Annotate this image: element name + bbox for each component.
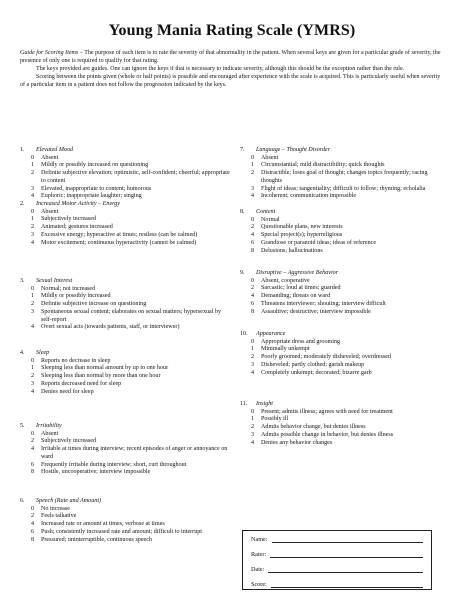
- option-score: 2: [31, 513, 35, 520]
- name-line[interactable]: [272, 536, 424, 543]
- option-text: Admits possible change in behavior, but denies illness: [261, 431, 394, 438]
- item-option: [20, 224, 230, 232]
- option-text: Denies need for sleep: [41, 388, 94, 395]
- date-line[interactable]: [268, 566, 423, 573]
- option-text: Reports no decrease in sleep: [41, 357, 111, 364]
- item-option: [240, 409, 444, 417]
- option-score: 0: [251, 338, 255, 345]
- option-text: Frequently irritable during interview; short, curt throughout: [41, 461, 187, 468]
- option-text: Assaultive; destructive; interview impossible: [261, 308, 371, 315]
- item-number: 6.: [20, 498, 25, 504]
- item-option: [240, 346, 444, 354]
- name-label: Name:: [251, 536, 268, 543]
- option-score: 1: [251, 416, 255, 423]
- option-score: 1: [251, 346, 255, 353]
- option-text: Animated; gestures increased: [41, 224, 113, 231]
- item-option: [20, 358, 230, 366]
- rating-item: [20, 278, 230, 332]
- item-option: [240, 432, 444, 440]
- option-text: Flight of ideas; tangentiality; difficult to follow; rhyming; echolalia: [261, 185, 426, 192]
- option-text: Mildly or possibly increased: [41, 293, 111, 300]
- rating-item: [20, 423, 230, 477]
- item-number: 10.: [240, 331, 248, 337]
- option-score: 2: [31, 224, 35, 231]
- item-heading: [20, 201, 230, 209]
- option-score: 2: [31, 170, 35, 177]
- option-score: 2: [251, 170, 255, 177]
- option-text: Present; admits illness; agrees with need for treatment: [261, 408, 393, 415]
- rating-item: [20, 350, 230, 396]
- option-score: 0: [31, 430, 35, 437]
- option-score: 4: [251, 293, 255, 300]
- rating-item: [20, 498, 230, 544]
- item-option: [20, 216, 230, 224]
- rating-item: [240, 401, 444, 447]
- item-option: [20, 365, 230, 373]
- option-score: 8: [251, 308, 255, 315]
- option-text: Special project(s); hyperreligious: [261, 232, 343, 239]
- option-score: 4: [31, 193, 35, 200]
- item-option: [20, 529, 230, 537]
- item-option: [240, 440, 444, 448]
- option-score: 6: [251, 239, 255, 246]
- option-score: 3: [31, 185, 35, 192]
- option-score: 2: [31, 438, 35, 445]
- item-option: [240, 232, 444, 240]
- item-number: 9.: [240, 270, 245, 276]
- rater-field[interactable]: [251, 551, 423, 558]
- option-text: Reports decreased need for sleep: [41, 380, 122, 387]
- option-score: 4: [31, 521, 35, 528]
- item-option: [20, 309, 230, 324]
- rater-line[interactable]: [270, 551, 423, 558]
- option-score: 8: [31, 536, 35, 543]
- option-score: 3: [31, 308, 35, 315]
- option-text: Excessive energy; hyperactive at times; restless (can be calmed): [41, 231, 198, 238]
- item-option: [20, 162, 230, 170]
- option-text: Mildly or possibly increased on questioning: [41, 162, 149, 169]
- option-text: Subjectively increased: [41, 216, 96, 223]
- option-text: Feels talkative: [41, 513, 77, 520]
- item-heading: [240, 331, 444, 339]
- option-score: 3: [251, 361, 255, 368]
- item-option: [240, 240, 444, 248]
- option-score: 3: [31, 231, 35, 238]
- item-number: 7.: [240, 147, 245, 153]
- item-option: [20, 286, 230, 294]
- option-text: Disheveled; partly clothed; garish makeup: [261, 361, 365, 368]
- item-option: [20, 381, 230, 389]
- option-score: 1: [31, 216, 35, 223]
- item-number: 3.: [20, 278, 25, 284]
- item-option: [20, 513, 230, 521]
- option-score: 2: [251, 424, 255, 431]
- option-text: Absent: [41, 154, 59, 161]
- item-option: [20, 438, 230, 446]
- option-text: Sleeping less than normal by more than one hour: [41, 373, 161, 380]
- option-score: 4: [31, 388, 35, 395]
- item-option: [240, 278, 444, 286]
- guide-paragraph-3: Scoring between the points given (whole or half points) is possible and encouraged after experience with the scale is acquired. This is particularly useful when severity of a particular item in a patient does not follow the progression indicated by the keys.: [20, 73, 441, 88]
- item-number: 11.: [240, 401, 248, 407]
- item-title: Sleep: [36, 350, 50, 356]
- option-score: 0: [31, 285, 35, 292]
- rating-item: [240, 147, 444, 201]
- item-heading: [20, 423, 230, 431]
- rating-item: [20, 147, 230, 201]
- option-text: Push; consistently increased rate and amount; difficult to interrupt: [41, 528, 202, 535]
- item-option: [240, 248, 444, 256]
- option-score: 3: [31, 380, 35, 387]
- item-title: Speech (Rate and Amount): [36, 498, 102, 504]
- score-line[interactable]: [271, 581, 423, 588]
- option-text: Motor excitement; continuous hyperactivity (cannot be calmed): [41, 239, 197, 246]
- option-text: Absent: [41, 208, 59, 215]
- item-option: [20, 537, 230, 545]
- item-option: [240, 354, 444, 362]
- option-text: Normal: [261, 216, 280, 223]
- option-score: 0: [31, 505, 35, 512]
- item-option: [240, 170, 444, 185]
- item-title: Disruptive – Aggressive Behavior: [256, 270, 339, 276]
- item-option: [20, 506, 230, 514]
- item-option: [20, 301, 230, 309]
- item-title: Insight: [256, 401, 273, 407]
- option-score: 0: [31, 154, 35, 161]
- option-score: 4: [251, 439, 255, 446]
- option-text: Possibly ill: [261, 416, 289, 423]
- item-option: [240, 155, 444, 163]
- option-text: Distractible; loses goal of thought; changes topics frequently; racing thoughts: [261, 170, 428, 184]
- item-heading: [240, 401, 444, 409]
- rating-item: [240, 331, 444, 377]
- item-title: Sexual Interest: [36, 278, 73, 284]
- rater-score-box: [242, 530, 432, 590]
- option-text: Definite subjective elevation; optimistic, self-confident; cheerful; appropriate to content: [41, 170, 230, 184]
- item-option: [20, 193, 230, 201]
- score-label: Score:: [251, 581, 267, 588]
- option-score: 8: [251, 247, 255, 254]
- option-text: Grandiose or paranoid ideas; ideas of reference: [261, 239, 377, 246]
- item-title: Increased Motor Activity – Energy: [36, 201, 121, 207]
- item-option: [20, 324, 230, 332]
- option-text: Definite subjective increase on questioning: [41, 301, 147, 308]
- scoring-guide: [20, 50, 444, 90]
- item-option: [240, 186, 444, 194]
- item-option: [20, 155, 230, 163]
- option-text: Admits behavior change, but denies illness: [261, 424, 366, 431]
- item-heading: [240, 209, 444, 217]
- name-field[interactable]: [251, 536, 423, 543]
- item-heading: [240, 147, 444, 155]
- option-score: 1: [31, 162, 35, 169]
- item-option: [240, 339, 444, 347]
- option-text: Hostile, uncooperative; interview impossible: [41, 469, 151, 476]
- rating-item: [240, 270, 444, 316]
- item-option: [240, 362, 444, 370]
- item-option: [240, 224, 444, 232]
- item-option: [20, 186, 230, 194]
- option-text: Overt sexual acts (towards patients, staff, or interviewer): [41, 324, 180, 331]
- item-option: [240, 309, 444, 317]
- option-score: 3: [251, 185, 255, 192]
- option-text: Elevated, inappropriate to content; humorous: [41, 185, 152, 192]
- score-field[interactable]: [251, 581, 423, 588]
- option-score: 0: [251, 154, 255, 161]
- item-title: Language – Thought Disorder: [256, 147, 331, 153]
- option-text: Minimally unkempt: [261, 346, 310, 353]
- item-option: [240, 217, 444, 225]
- option-score: 1: [251, 162, 255, 169]
- item-option: [20, 240, 230, 248]
- page-title: Young Mania Rating Scale (YMRS): [108, 22, 356, 39]
- guide-paragraph-1: [20, 50, 444, 66]
- item-option: [20, 521, 230, 529]
- option-score: 2: [251, 354, 255, 361]
- item-title: Appearance: [256, 331, 286, 337]
- guide-text-1: – The purpose of each item is to rate the severity of that abnormality in the patient. When several keys are given for a particular grade of severity, the presence of only one is required to qualify for that rating.: [20, 50, 441, 64]
- option-score: 4: [251, 193, 255, 200]
- rating-item: [20, 201, 230, 247]
- option-score: 2: [251, 285, 255, 292]
- option-text: Absent: [261, 154, 279, 161]
- option-score: 0: [251, 277, 255, 284]
- item-option: [20, 446, 230, 461]
- item-heading: [240, 270, 444, 278]
- option-score: 1: [31, 293, 35, 300]
- option-score: 6: [251, 300, 255, 307]
- option-score: 0: [31, 208, 35, 215]
- item-title: Content: [256, 209, 276, 215]
- item-option: [20, 293, 230, 301]
- item-heading: [20, 498, 230, 506]
- option-score: 8: [31, 469, 35, 476]
- item-option: [20, 431, 230, 439]
- item-option: [240, 293, 444, 301]
- option-score: 2: [31, 301, 35, 308]
- option-text: Absent: [41, 430, 59, 437]
- item-option: [240, 162, 444, 170]
- option-score: 4: [31, 446, 35, 453]
- option-score: 4: [31, 324, 35, 331]
- option-text: Absent, cooperative: [261, 277, 310, 284]
- item-heading: [20, 350, 230, 358]
- option-score: 6: [31, 528, 35, 535]
- item-option: [20, 462, 230, 470]
- option-score: 4: [251, 369, 255, 376]
- option-score: 4: [31, 239, 35, 246]
- option-score: 0: [251, 408, 255, 415]
- option-text: Subjectively increased: [41, 438, 96, 445]
- option-text: Euphoric; inappropriate laughter; singing: [41, 193, 142, 200]
- option-text: Poorly groomed; moderately disheveled; overdressed: [261, 354, 391, 361]
- option-text: Denies any behavior changes: [261, 439, 333, 446]
- item-heading: [20, 147, 230, 155]
- item-title: Irritability: [36, 423, 62, 429]
- option-score: 2: [251, 224, 255, 231]
- item-option: [240, 424, 444, 432]
- item-number: 4.: [20, 350, 25, 356]
- item-number: 5.: [20, 423, 25, 429]
- item-title: Elevated Mood: [36, 147, 74, 153]
- item-option: [20, 389, 230, 397]
- option-text: Spontaneous sexual content; elaborates on sexual matters; hypersexual by self-report: [41, 308, 222, 323]
- guide-paragraph-2: The keys provided are guides. One can ignore the keys if that is necessary to indicate severity, although this should be the exception rather than the rule.: [36, 65, 405, 72]
- item-option: [20, 232, 230, 240]
- option-text: Delusions; hallucinations: [261, 247, 323, 254]
- item-option: [240, 370, 444, 378]
- option-text: Sleeping less than normal amount by up to one hour: [41, 365, 169, 372]
- option-text: Pressured; uninterruptible, continuous speech: [41, 536, 153, 543]
- option-text: Increased rate or amount at times, verbose at times: [41, 521, 165, 528]
- guide-heading: Guide for Scoring Items: [20, 50, 79, 56]
- option-text: Threatens interviewer; shouting; interview difficult: [261, 300, 386, 307]
- item-number: 1.: [20, 147, 25, 153]
- option-score: 6: [31, 461, 35, 468]
- option-text: Incoherent; communication impossible: [261, 193, 357, 200]
- date-field[interactable]: [251, 566, 423, 573]
- option-text: Demanding; threats on ward: [261, 293, 331, 300]
- option-text: Sarcastic; loud at times; guarded: [261, 285, 341, 292]
- option-score: 1: [31, 365, 35, 372]
- item-option: [240, 301, 444, 309]
- option-score: 2: [31, 373, 35, 380]
- item-option: [240, 285, 444, 293]
- option-score: 3: [251, 431, 255, 438]
- option-text: Circumstantial; mild distractibility; quick thoughts: [261, 162, 385, 169]
- item-heading: [20, 278, 230, 286]
- item-option: [20, 170, 230, 185]
- date-label: Date:: [251, 566, 265, 573]
- option-text: Normal; not increased: [41, 285, 96, 292]
- item-option: [20, 469, 230, 477]
- option-score: 0: [251, 216, 255, 223]
- option-score: 0: [31, 357, 35, 364]
- option-text: Questionable plans, new interests: [261, 224, 343, 231]
- item-option: [20, 373, 230, 381]
- rater-label: Rater:: [251, 551, 267, 558]
- item-option: [240, 193, 444, 201]
- option-text: Irritable at times during interview; recent episodes of anger or annoyance on ward: [41, 446, 228, 460]
- item-option: [20, 209, 230, 217]
- option-text: Completely unkempt; decorated; bizarre garb: [261, 369, 372, 376]
- option-text: No increase: [41, 505, 70, 512]
- item-number: 8.: [240, 209, 245, 215]
- item-option: [240, 416, 444, 424]
- rating-item: [240, 209, 444, 255]
- option-score: 4: [251, 232, 255, 239]
- option-text: Appropriate dress and grooming: [261, 338, 341, 345]
- item-number: 2.: [20, 201, 25, 207]
